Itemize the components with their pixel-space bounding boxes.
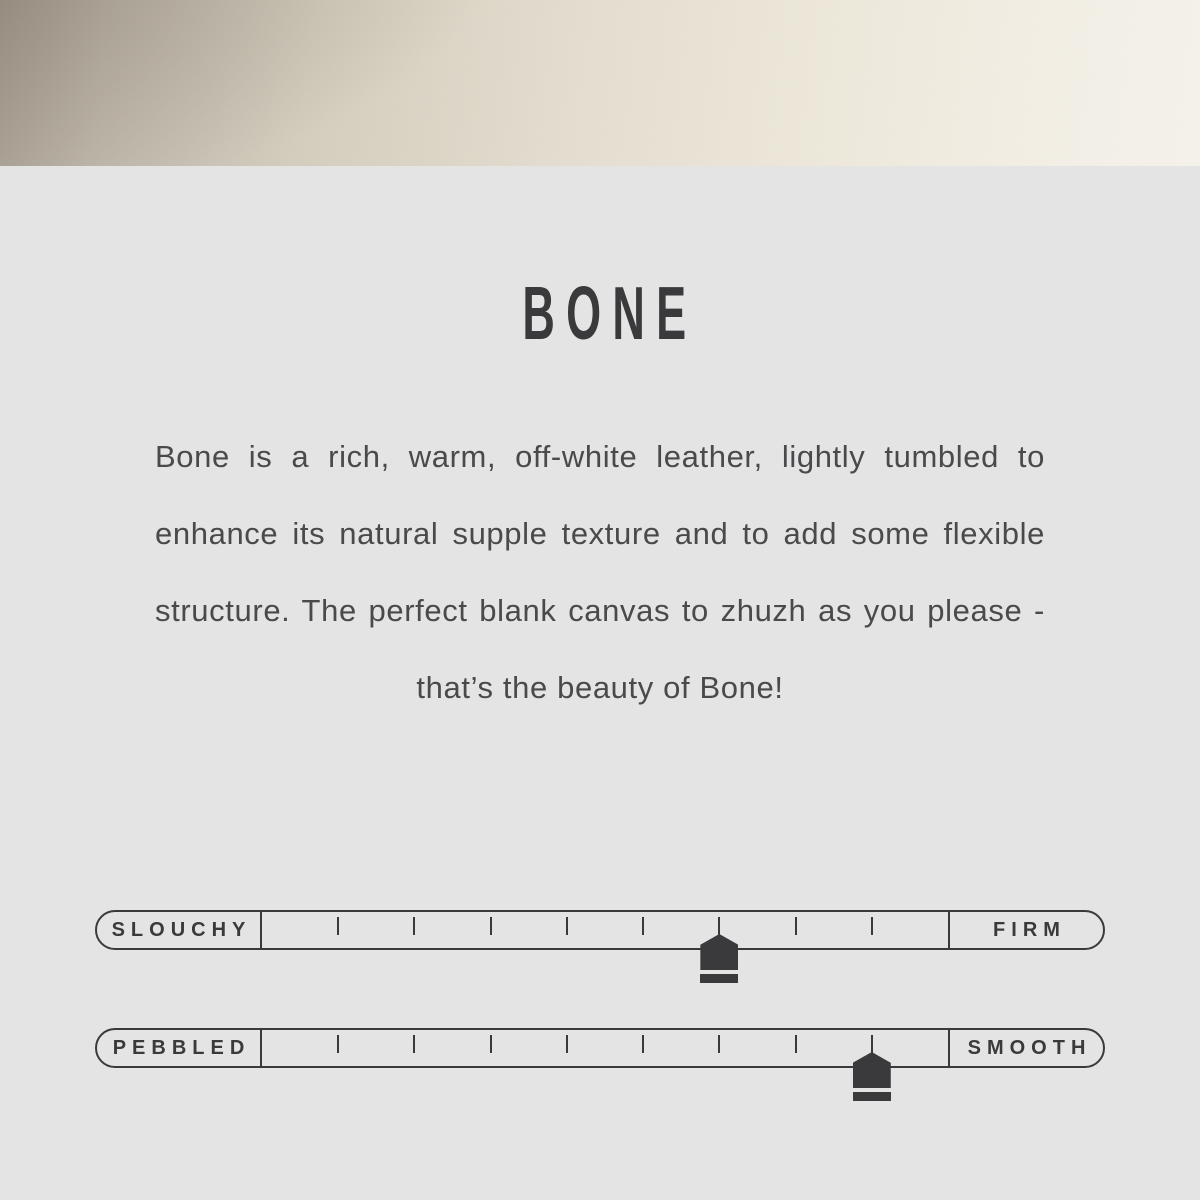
firmness-left-label: SLOUCHY xyxy=(97,912,262,948)
slider-track xyxy=(262,912,948,948)
firmness-scale xyxy=(95,910,1105,950)
tick-mark xyxy=(642,917,644,935)
tick-mark xyxy=(871,1035,873,1053)
marker-arrow-head xyxy=(700,934,738,970)
description-line: that’s the beauty of Bone! xyxy=(416,670,784,705)
firmness-marker-icon xyxy=(700,934,738,983)
marker-base xyxy=(853,1092,891,1101)
tick-mark xyxy=(642,1035,644,1053)
texture-marker-icon xyxy=(853,1052,891,1101)
tick-mark xyxy=(337,917,339,935)
tick-mark xyxy=(566,917,568,935)
marker-arrow-head xyxy=(853,1052,891,1088)
texture-left-label: PEBBLED xyxy=(97,1030,262,1066)
marker-base xyxy=(700,974,738,983)
description-line: structure. The perfect blank canvas to zhuzh as you please - xyxy=(155,593,1045,628)
color-name-text: BONE xyxy=(521,271,697,355)
tick-mark xyxy=(871,917,873,935)
tick-mark xyxy=(718,917,720,935)
description-line: Bone is a rich, warm, off-white leather, lightly tumbled to xyxy=(155,439,1045,474)
leather-grain-texture xyxy=(0,0,1200,166)
tick-mark xyxy=(795,1035,797,1053)
color-description xyxy=(155,418,1045,726)
tick-mark xyxy=(413,917,415,935)
texture-right-label: SMOOTH xyxy=(948,1030,1103,1066)
tick-mark xyxy=(490,1035,492,1053)
tick-mark xyxy=(718,1035,720,1053)
texture-scale xyxy=(95,1028,1105,1068)
firmness-right-label: FIRM xyxy=(948,912,1103,948)
description-line: enhance its natural supple texture and to add some flexible xyxy=(155,516,1045,551)
tick-mark xyxy=(413,1035,415,1053)
leather-swatch-image xyxy=(0,0,1200,166)
slider-track xyxy=(262,1030,948,1066)
tick-mark xyxy=(337,1035,339,1053)
color-name-title xyxy=(0,271,1200,355)
tick-mark xyxy=(795,917,797,935)
tick-mark xyxy=(566,1035,568,1053)
tick-mark xyxy=(490,917,492,935)
